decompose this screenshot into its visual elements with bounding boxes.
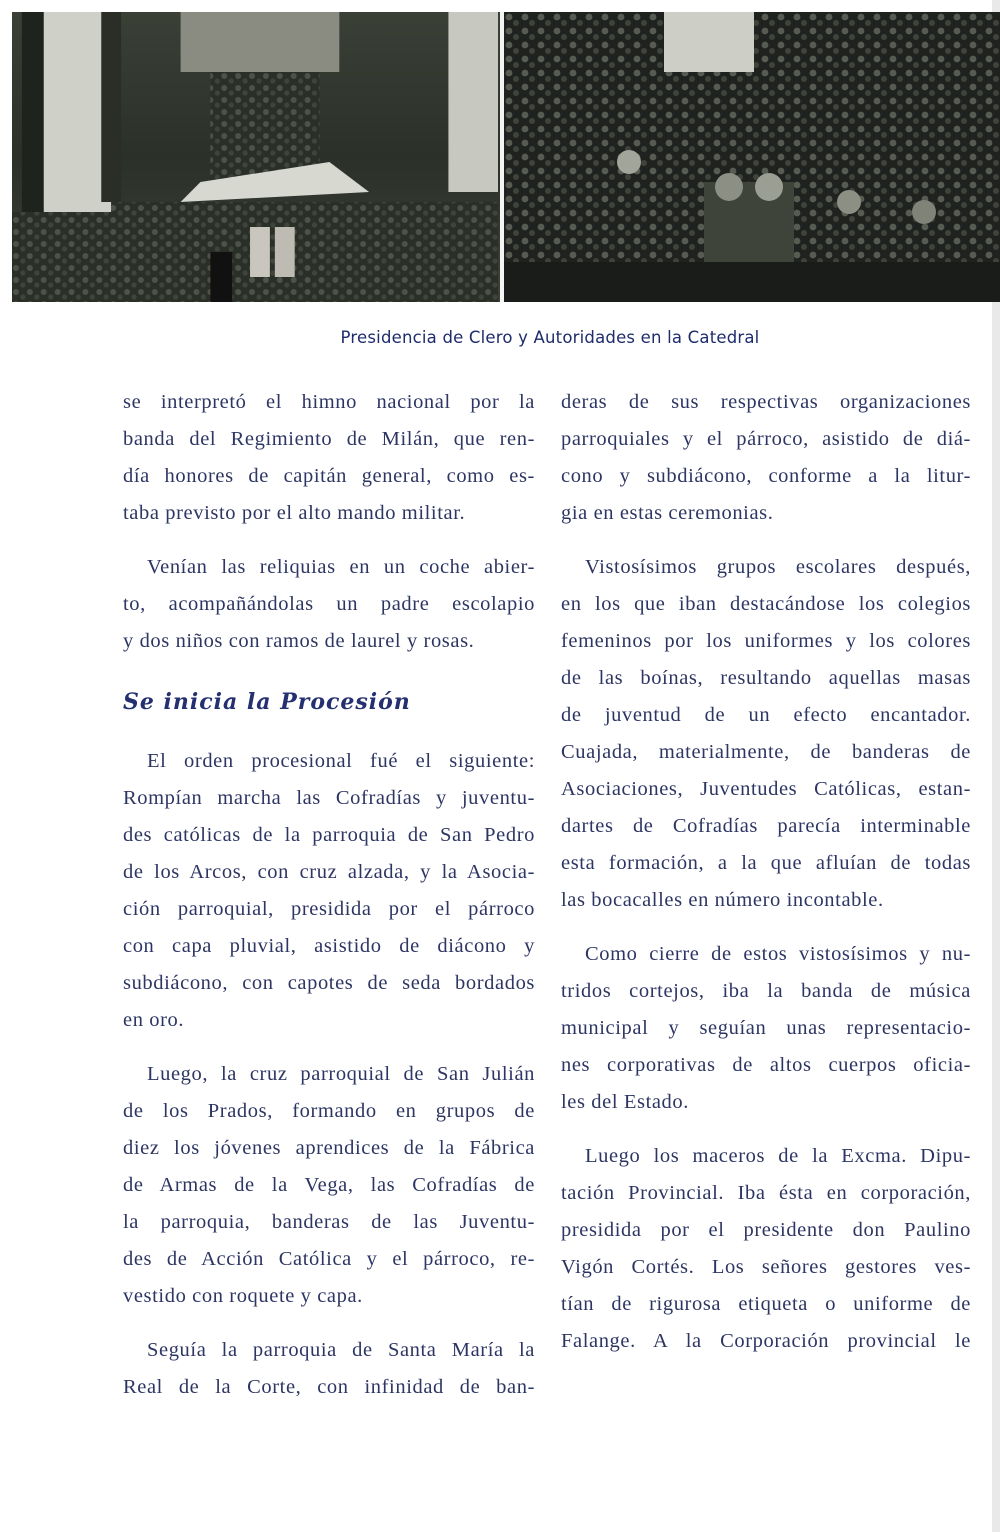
text-line: tación Provincial. Iba ésta en corporación,: [561, 1182, 971, 1204]
text-line: diez los jóvenes aprendices de la Fábrica: [123, 1137, 535, 1159]
text-line: de juventud de un efecto encantador.: [561, 704, 971, 726]
text-line: dartes de Cofradías parecía interminable: [561, 815, 971, 837]
text-line: nes corporativas de altos cuerpos oficia-: [561, 1054, 971, 1076]
text-line: gia en estas ceremonias.: [561, 502, 774, 524]
text-line: vestido con roquete y capa.: [123, 1285, 363, 1307]
text-line: Real de la Corte, con infinidad de ban-: [123, 1376, 535, 1398]
paragraph: [123, 1056, 535, 1315]
text-line: Venían las reliquias en un coche abier-: [147, 556, 535, 578]
text-line: Luego, la cruz parroquial de San Julián: [147, 1063, 535, 1085]
photo-authorities-seated: [504, 12, 1000, 302]
text-line: taba previsto por el alto mando militar.: [123, 502, 466, 524]
text-line: parroquiales y el párroco, asistido de diá-: [561, 428, 971, 450]
text-line: en los que iban destacándose los colegios: [561, 593, 971, 615]
photo-cathedral-altar: [12, 12, 504, 302]
left-column: [123, 384, 535, 1423]
text-line: de los Arcos, con cruz alzada, y la Asocia-: [123, 861, 535, 883]
section-heading: Se inicia la Procesión: [123, 689, 411, 715]
text-line: presidida por el presidente don Paulino: [561, 1219, 971, 1241]
text-line: en oro.: [123, 1009, 185, 1031]
cathedral-altar-image: [12, 12, 500, 302]
text-line: de las boínas, resultando aquellas masas: [561, 667, 971, 689]
text-line: Cuajada, materialmente, de banderas de: [561, 741, 971, 763]
text-line: ción parroquial, presidida por el párroco: [123, 898, 535, 920]
text-line: deras de sus respectivas organizaciones: [561, 391, 971, 413]
text-line: Rompían marcha las Cofradías y juventu-: [123, 787, 535, 809]
text-line: Como cierre de estos vistosísimos y nu-: [585, 943, 971, 965]
paragraph: [561, 549, 971, 919]
text-line: Luego los maceros de la Excma. Dipu-: [585, 1145, 971, 1167]
text-line: las bocacalles en número incontable.: [561, 889, 884, 911]
text-line: cono y subdiácono, conforme a la litur-: [561, 465, 971, 487]
text-line: des de Acción Católica y el párroco, re-: [123, 1248, 535, 1270]
paragraph: [561, 936, 971, 1121]
text-line: de los Prados, formando en grupos de: [123, 1100, 535, 1122]
text-line: Asociaciones, Juventudes Católicas, estan-: [561, 778, 971, 800]
right-column: [561, 384, 971, 1377]
text-line: des católicas de la parroquia de San Pedro: [123, 824, 535, 846]
paragraph: [123, 384, 535, 532]
text-line: banda del Regimiento de Milán, que ren-: [123, 428, 535, 450]
text-line: femeninos por los uniformes y los colores: [561, 630, 971, 652]
paragraph: [123, 1332, 535, 1406]
text-line: les del Estado.: [561, 1091, 689, 1113]
text-line: con capa pluvial, asistido de diácono y: [123, 935, 535, 957]
text-line: Seguía la parroquia de Santa María la: [147, 1339, 535, 1361]
text-line: Vistosísimos grupos escolares después,: [585, 556, 971, 578]
text-line: El orden procesional fué el siguiente:: [147, 750, 535, 772]
text-line: Falange. A la Corporación provincial le: [561, 1330, 971, 1352]
text-line: tían de rigurosa etiqueta o uniforme de: [561, 1293, 971, 1315]
text-line: subdiácono, con capotes de seda bordados: [123, 972, 535, 994]
text-line: tridos cortejos, iba la banda de música: [561, 980, 971, 1002]
text-line: y dos niños con ramos de laurel y rosas.: [123, 630, 475, 652]
paragraph: [123, 743, 535, 1039]
text-line: se interpretó el himno nacional por la: [123, 391, 535, 413]
paragraph: [561, 384, 971, 532]
paragraph: [561, 1138, 971, 1360]
text-line: Vigón Cortés. Los señores gestores ves-: [561, 1256, 971, 1278]
text-line: esta formación, a la que afluían de todas: [561, 852, 971, 874]
paragraph: [123, 549, 535, 660]
text-line: to, acompañándolas un padre escolapio: [123, 593, 535, 615]
photo-caption: Presidencia de Clero y Autoridades en la Catedral: [340, 328, 760, 347]
text-line: la parroquia, banderas de las Juventu-: [123, 1211, 535, 1233]
text-line: municipal y seguían unas representacio-: [561, 1017, 971, 1039]
text-line: día honores de capitán general, como es-: [123, 465, 535, 487]
photo-strip: [12, 12, 1000, 302]
authorities-seated-image: [504, 12, 1000, 302]
text-line: de Armas de la Vega, las Cofradías de: [123, 1174, 535, 1196]
